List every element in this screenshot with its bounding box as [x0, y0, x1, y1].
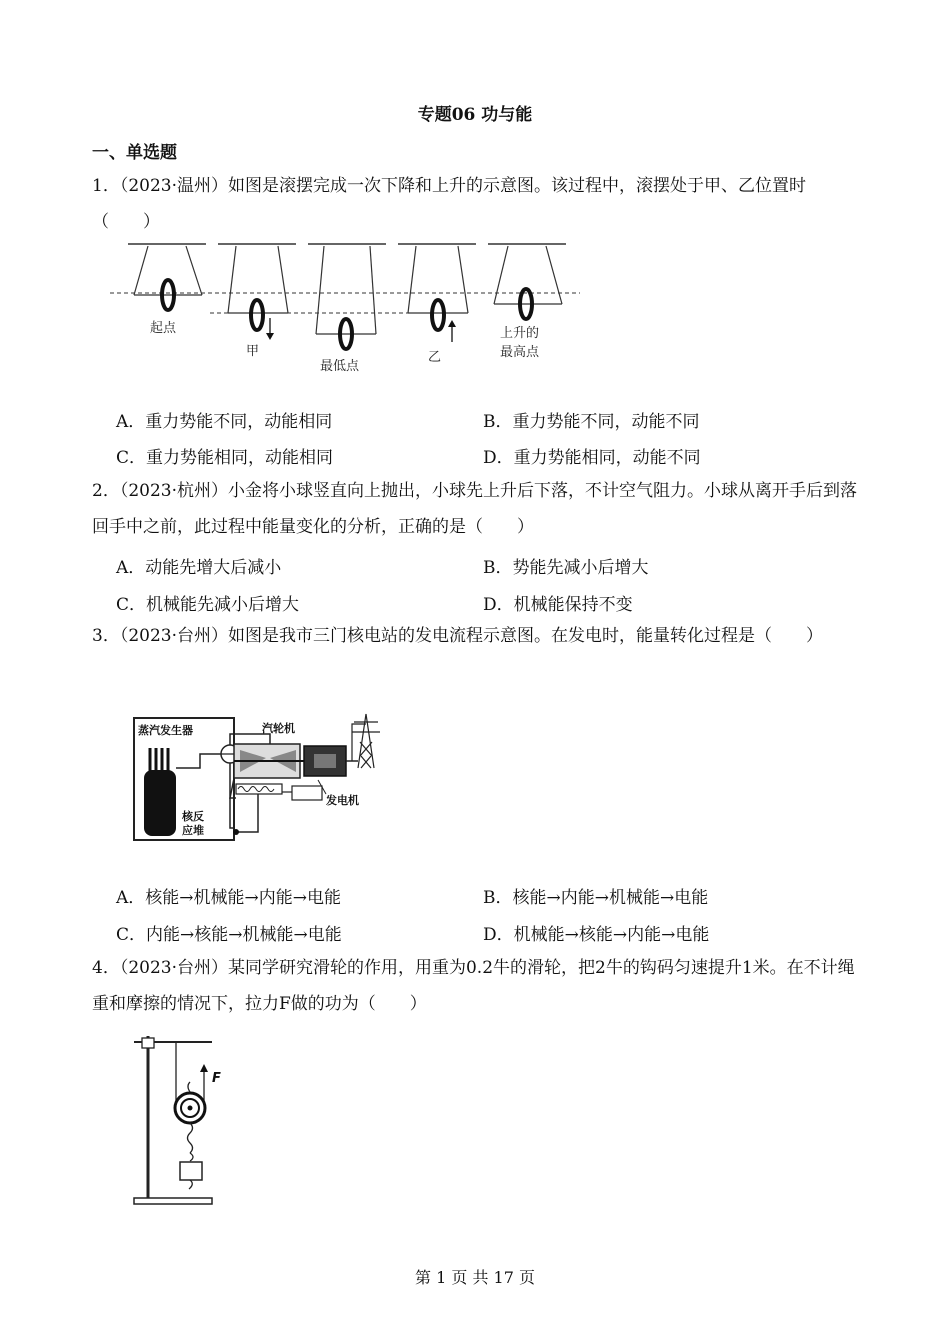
label-generator: 发电机 — [326, 794, 359, 807]
q2-option-c: C．机械能先减小后增大 — [116, 595, 300, 615]
label-yi: 乙 — [428, 350, 442, 365]
nuclear-power-figure — [130, 708, 392, 846]
q1-option-b: B．重力势能不同，动能不同 — [483, 412, 700, 432]
label-jia: 甲 — [246, 344, 260, 359]
label-reactor-2: 应堆 — [182, 824, 204, 837]
pulley-figure — [128, 1026, 234, 1216]
pendulum-yi — [398, 244, 476, 365]
q3-option-b: B．核能→内能→机械能→电能 — [483, 888, 709, 908]
force-label: F — [212, 1071, 221, 1086]
q3-option-d: D．机械能→核能→内能→电能 — [483, 925, 710, 945]
q2-option-d: D．机械能保持不变 — [483, 595, 633, 615]
page-footer: 第 1 页 共 17 页 — [415, 1268, 535, 1287]
label-rising: 上升的 — [500, 326, 540, 341]
question-4-text: 4．（2023·台州）某同学研究滑轮的作用，用重为0.2牛的滑轮，把2牛的钩码匀速提升1米。在不计绳重和摩擦的情况下，拉力F做的功为（ ） — [92, 958, 855, 1014]
q1-option-a: A．重力势能不同，动能相同 — [116, 412, 333, 432]
question-3-text: 3．（2023·台州）如图是我市三门核电站的发电流程示意图。在发电时，能量转化过程是（ ） — [92, 626, 823, 646]
label-highest: 最高点 — [500, 345, 540, 360]
q2-option-b: B．势能先减小后增大 — [483, 558, 649, 578]
question-1-text: 1．（2023·温州）如图是滚摆完成一次下降和上升的示意图。该过程中，滚摆处于甲、乙位置时（ ） — [92, 176, 806, 232]
q3-option-a: A．核能→机械能→内能→电能 — [116, 888, 342, 908]
label-turbine: 汽轮机 — [262, 722, 295, 735]
question-2-text: 2．（2023·杭州）小金将小球竖直向上抛出，小球先上升后下落，不计空气阻力。小球从离开手后到落回手中之前，此过程中能量变化的分析，正确的是（ ） — [92, 481, 857, 537]
label-start: 起点 — [150, 321, 177, 336]
label-steam-generator: 蒸汽发生器 — [138, 724, 193, 737]
pendulum-jia — [218, 244, 296, 359]
transmission-tower-icon — [352, 714, 380, 768]
q1-option-c: C．重力势能相同，动能相同 — [116, 448, 334, 468]
q2-option-a: A．动能先增大后减小 — [116, 558, 282, 578]
label-reactor-1: 核反 — [182, 810, 204, 823]
q1-option-d: D．重力势能相同，动能不同 — [483, 448, 701, 468]
pendulum-start — [128, 244, 206, 336]
section-heading: 一、单选题 — [92, 143, 177, 163]
pendulum-lowest — [308, 244, 386, 374]
label-lowest: 最低点 — [320, 359, 360, 374]
pendulum-rising-highest — [488, 244, 566, 360]
rolling-pendulum-figure — [110, 238, 582, 378]
page-title: 专题06 功与能 — [417, 105, 533, 125]
q3-option-c: C．内能→核能→机械能→电能 — [116, 925, 342, 945]
